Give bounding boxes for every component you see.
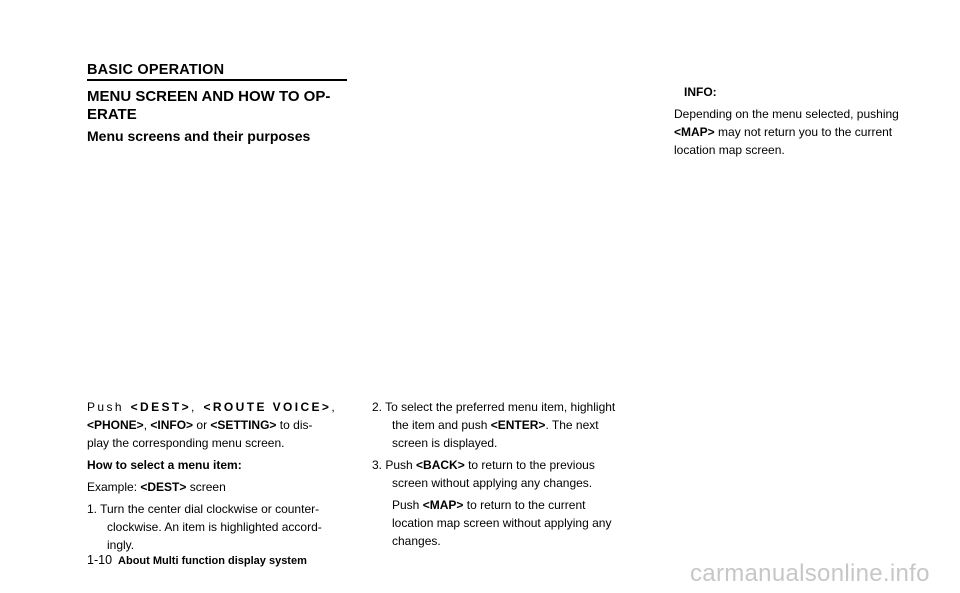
page-title	[87, 88, 367, 124]
page-title-line2: ERATE	[87, 106, 137, 123]
text-or: or	[196, 418, 208, 432]
example-label: Example:	[87, 480, 138, 494]
btn-map-label: <MAP>	[422, 498, 464, 512]
info-btn-map-label: <MAP>	[674, 125, 715, 139]
step-1-line-2: clockwise. An item is highlighted accord-	[107, 520, 322, 534]
info-text-b: may not return you to the current	[718, 125, 893, 139]
btn-route-voice-label: <ROUTE VOICE>	[203, 400, 332, 414]
page-footer	[87, 553, 307, 567]
btn-phone-label: <PHONE>	[87, 418, 144, 432]
subheading: Menu screens and their purposes	[87, 128, 311, 144]
step-2-line-3: screen is displayed.	[392, 436, 498, 450]
watermark-text: carmanualsonline.info	[690, 560, 930, 587]
text-push: Push	[87, 400, 124, 414]
step-2-text-b: . The next	[545, 418, 599, 432]
btn-setting-label: <SETTING>	[210, 418, 277, 432]
push-line-2: <PHONE>, <INFO> or <SETTING> to dis-	[87, 418, 313, 432]
page-number: 1-10	[87, 553, 113, 567]
step-3b-text-a: Push	[392, 498, 420, 512]
btn-dest-label: <DEST>	[130, 400, 192, 414]
page-title-line1: MENU SCREEN AND HOW TO OP-	[87, 88, 331, 105]
info-line-3: location map screen.	[674, 143, 785, 157]
step-3-line-1	[372, 456, 642, 474]
step-2	[372, 398, 642, 452]
push-line: Push <DEST>, <ROUTE VOICE>,	[87, 400, 338, 414]
column-1	[87, 398, 357, 554]
step-3b	[372, 496, 642, 550]
step-3b-line-2: location map screen without applying any	[392, 516, 612, 530]
step-1-line-1: 1. Turn the center dial clockwise or counter-	[87, 502, 320, 516]
example-btn-label: <DEST>	[140, 480, 187, 494]
example-rest: screen	[189, 480, 226, 494]
info-line-2	[674, 123, 934, 141]
how-to-select-heading: How to select a menu item:	[87, 458, 242, 472]
btn-info-label: <INFO>	[150, 418, 194, 432]
step-2-line-1: 2. To select the preferred menu item, highlight	[372, 400, 616, 414]
step-2-line-2	[372, 416, 642, 434]
step-3-line-2: screen without applying any changes.	[392, 476, 593, 490]
section-rule	[87, 79, 347, 81]
step-3-text-b: to return to the previous	[468, 458, 595, 472]
chapter-title: About Multi function display system	[118, 555, 307, 567]
info-label: INFO:	[684, 85, 717, 99]
step-2-text-a: the item and push	[392, 418, 488, 432]
text-to-dis: to dis-	[279, 418, 313, 432]
step-3-text-a: 3. Push	[372, 458, 413, 472]
step-1-line-3: ingly.	[107, 538, 135, 552]
btn-back-label: <BACK>	[416, 458, 465, 472]
column-2	[372, 398, 642, 550]
btn-enter-label: <ENTER>	[490, 418, 546, 432]
step-3b-line-1	[392, 496, 642, 514]
step-3	[372, 456, 642, 492]
example-line	[87, 478, 357, 496]
step-3b-text-b: to return to the current	[466, 498, 586, 512]
step-3b-line-3: changes.	[392, 534, 441, 548]
info-line-1: Depending on the menu selected, pushing	[674, 107, 899, 121]
column-3	[674, 83, 934, 159]
step-1	[87, 500, 357, 554]
section-title: BASIC OPERATION	[87, 62, 225, 78]
push-line-3: play the corresponding menu screen.	[87, 436, 285, 450]
